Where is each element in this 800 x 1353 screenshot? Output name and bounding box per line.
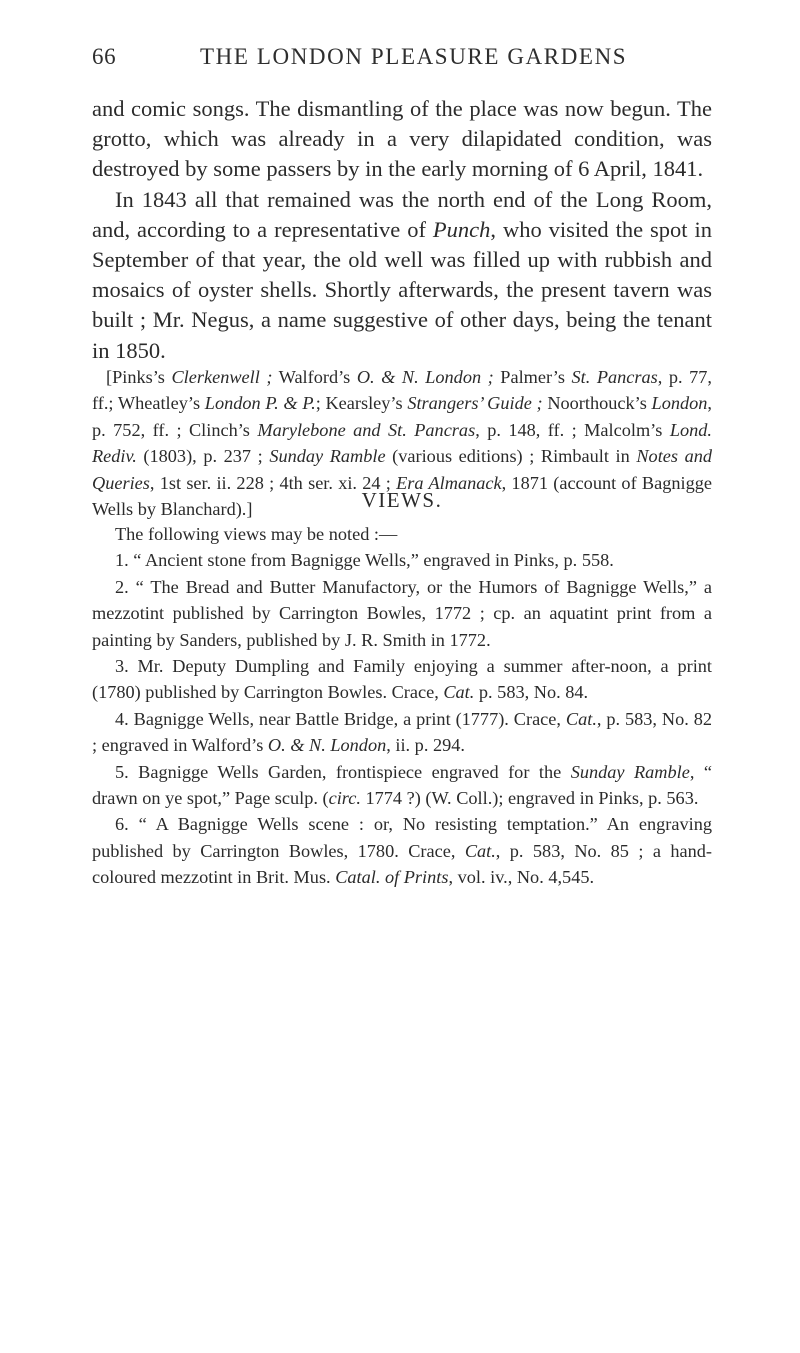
- text-run: 6. “ A Bagnigge Wells scene : or, No resisting temptation.” An engraving published by Carrington Bowles, 1780. Crace,: [92, 814, 712, 861]
- view-item: [92, 759, 712, 812]
- views-heading: VIEWS.: [361, 488, 443, 512]
- italic-title: London P. & P.: [204, 393, 316, 414]
- italic-title: circ.: [328, 788, 361, 809]
- text-run: , p. 752, ff. ; Clinch’s: [92, 393, 712, 440]
- italic-title: London: [651, 393, 708, 414]
- italic-title: O. & N. London: [267, 735, 387, 756]
- view-item: [92, 811, 712, 890]
- page-number: 66: [92, 44, 117, 69]
- text-run: , p. 583, No. 82 ; engraved in Walford’s: [92, 708, 713, 756]
- text-run: ; Kearsley’s: [315, 393, 408, 414]
- italic-title: Punch: [432, 216, 491, 242]
- italic-title: Cat.: [464, 840, 496, 861]
- text-run: (1803), p. 237 ;: [136, 446, 270, 467]
- text-run: (various editions) ; Rimbault in: [385, 446, 637, 467]
- text-run: , “ drawn on ye spot,” Page sculp. (: [92, 761, 712, 809]
- text-run: Noorthouck’s: [542, 393, 652, 414]
- italic-title: Catal. of Prints: [335, 867, 449, 888]
- italic-title: Marylebone and St. Pancras: [257, 419, 476, 440]
- italic-title: Clerkenwell ;: [171, 367, 273, 387]
- italic-title: Cat.: [443, 682, 475, 703]
- body-paragraph: [92, 185, 712, 366]
- text-run: Palmer’s: [493, 367, 572, 387]
- views-list: [92, 521, 712, 891]
- italic-title: Sunday Ramble: [269, 446, 386, 467]
- text-run: , p. 583, No. 85 ; a hand-coloured mezzotint in Brit. Mus.: [92, 840, 712, 888]
- text-run: 1774 ?) (W. Coll.); engraved in Pinks, p. 563.: [360, 788, 699, 809]
- italic-title: Era Almanack: [396, 472, 502, 493]
- text-run: Walford’s: [272, 367, 357, 387]
- italic-title: St. Pancras: [571, 367, 658, 387]
- italic-title: O. & N. London ;: [356, 367, 494, 387]
- view-item: [92, 653, 712, 706]
- text-run: , 1st ser. ii. 228 ; 4th ser. xi. 24 ;: [149, 472, 397, 493]
- italic-title: Cat.: [565, 708, 597, 729]
- text-run: 5. Bagnigge Wells Garden, frontispiece engraved for the: [115, 761, 571, 782]
- text-run: [Pinks’s: [106, 367, 172, 387]
- text-run: , p. 77, ff.; Wheatley’s: [92, 367, 713, 414]
- running-title: THE LONDON PLEASURE GARDENS: [200, 44, 628, 69]
- text-run: , 1871 (account of Bagnigge Wells by Blanchard).]: [92, 472, 712, 520]
- view-item: 2. “ The Bread and Butter Manufactory, or the Humors of Bagnigge Wells,” a mezzotint published by Carrington Bowles, 1772 ; cp. an aquatint print from a painting by Sanders, published by J. R. Smith in 1772.: [92, 576, 712, 650]
- text-run: 3. Mr. Deputy Dumpling and Family enjoying a summer after-noon, a print (1780) published by Carrington Bowles. Crace,: [92, 656, 712, 703]
- italic-title: Lond. Rediv.: [92, 419, 712, 467]
- text-run: p. 583, No. 84.: [474, 682, 589, 703]
- view-item: 1. “ Ancient stone from Bagnigge Wells,” engraved in Pinks, p. 558.: [115, 550, 614, 571]
- text-run: , ii. p. 294.: [386, 735, 465, 756]
- text-run: In 1843 all that remained was the north end of the Long Room, and, according to a representative of: [92, 186, 712, 242]
- views-intro: The following views may be noted :—: [115, 524, 398, 544]
- text-run: , p. 148, ff. ; Malcolm’s: [475, 419, 670, 440]
- body-paragraph: and comic songs. The dismantling of the place was now begun. The grotto, which was already in a very dilapidated condition, was destroyed by some passers by in the early morning of 6 April, 1841.: [92, 96, 712, 182]
- italic-title: Strangers’ Guide ;: [407, 393, 543, 414]
- text-run: , who visited the spot in September of that year, the old well was filled up with rubbish and mosaics of oyster shells. Shortly afterwards, the present tavern was built ; Mr. Negus, a name suggestive of other days, being the tenant in 1850.: [92, 216, 712, 363]
- italic-title: Sunday Ramble: [570, 761, 690, 782]
- text-run: 4. Bagnigge Wells, near Battle Bridge, a print (1777). Crace,: [115, 708, 566, 729]
- text-run: , vol. iv., No. 4,545.: [448, 867, 595, 888]
- body-text: [92, 94, 712, 366]
- page-header: [92, 44, 712, 78]
- view-item: [92, 706, 712, 759]
- italic-title: Notes and Queries: [92, 446, 713, 493]
